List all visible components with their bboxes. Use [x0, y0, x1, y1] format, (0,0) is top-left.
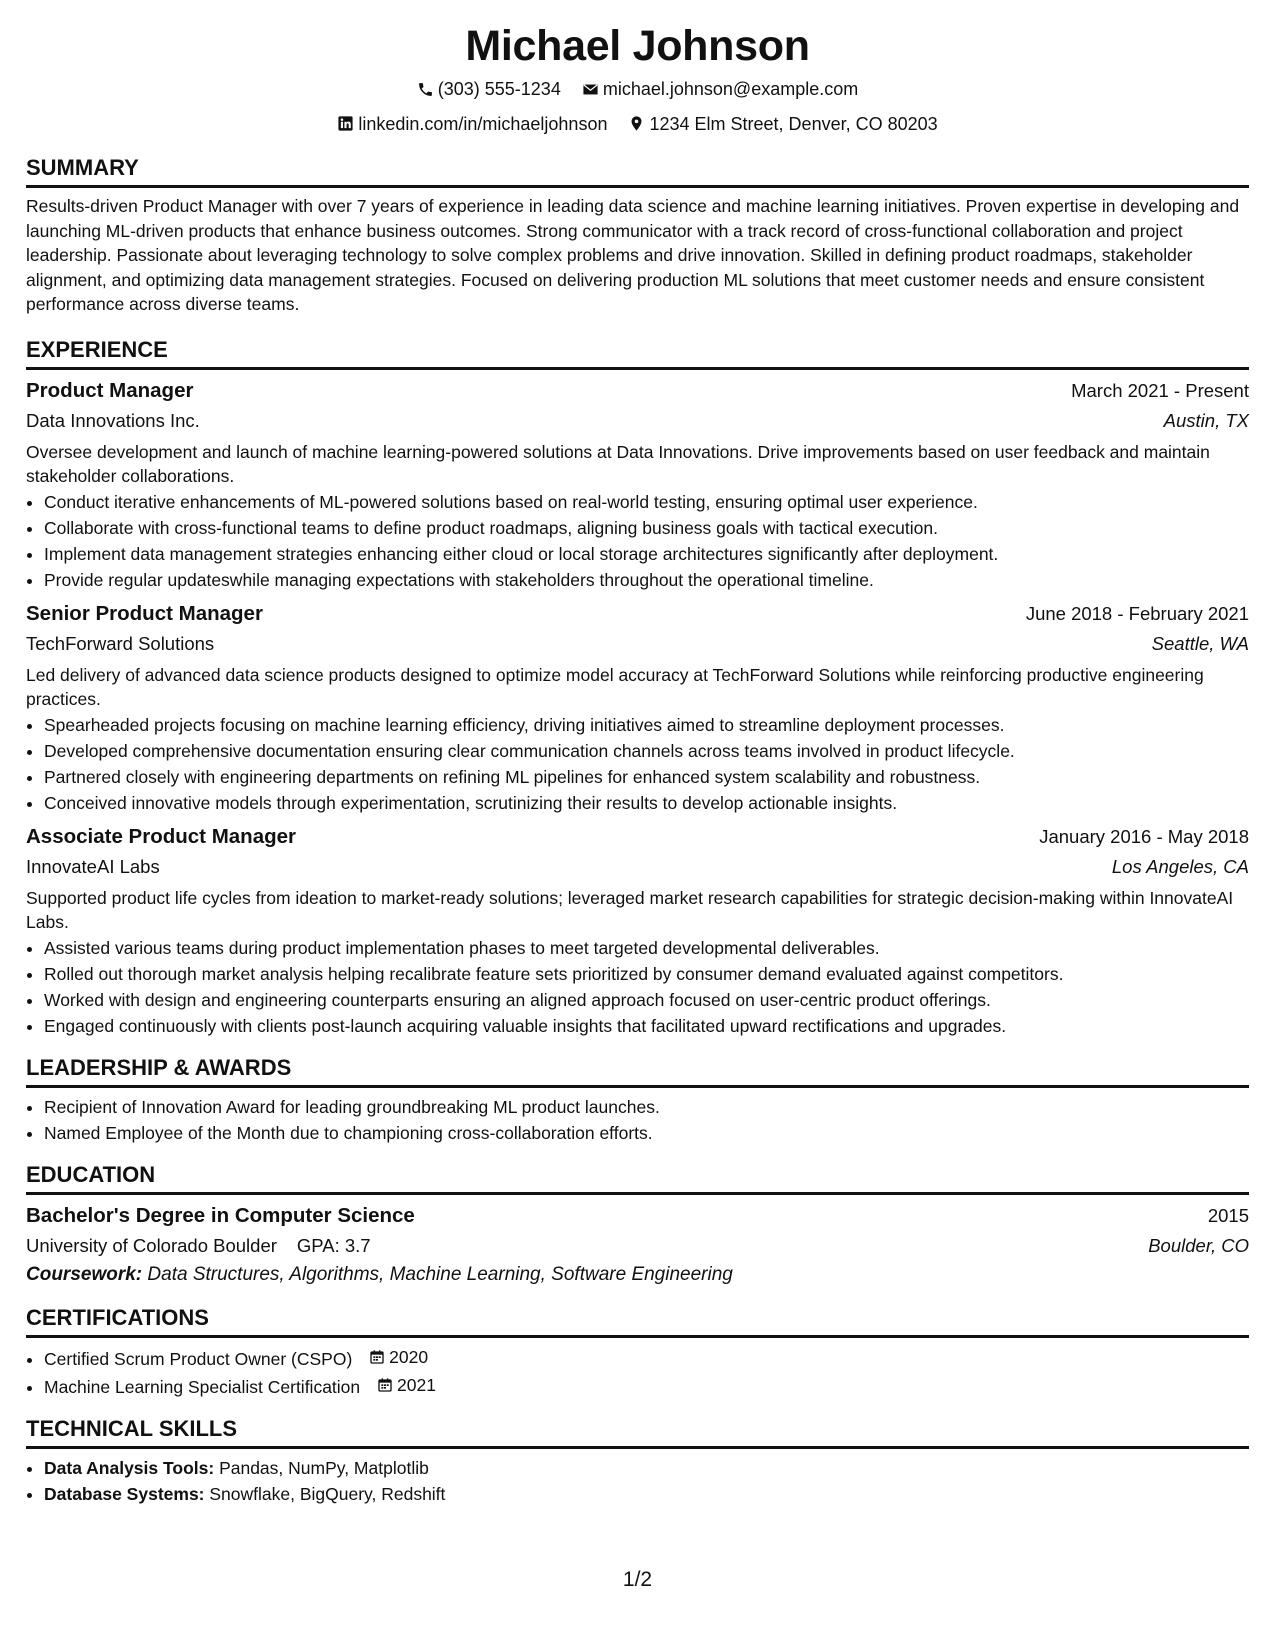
phone-text: (303) 555-1234	[437, 79, 561, 99]
coursework-label: Coursework:	[26, 1263, 143, 1285]
certifications-list	[26, 1344, 1249, 1400]
certification-name: Machine Learning Specialist Certification	[44, 1376, 361, 1397]
job-entry	[26, 824, 1249, 1039]
job-company: InnovateAI Labs	[26, 855, 160, 877]
contact-linkedin[interactable]	[337, 113, 607, 135]
list-item: • Rolled out thorough market analysis helping recalibrate feature sets prioritized by consumer demand evaluated against competitors.	[44, 961, 1249, 987]
list-item: • Spearheaded projects focusing on machine learning efficiency, driving initiatives aimed to streamline deployment processes.	[44, 712, 1249, 738]
calendar-icon	[369, 1349, 385, 1365]
certification-name: Certified Scrum Product Owner (CSPO)	[44, 1348, 353, 1369]
job-dates: June 2018 - February 2021	[1025, 602, 1249, 624]
list-item: • Recipient of Innovation Award for leading groundbreaking ML product launches.	[44, 1094, 1249, 1120]
degree: Bachelor's Degree in Computer Science	[26, 1203, 415, 1227]
contact-address	[628, 113, 937, 135]
job-dates: March 2021 - Present	[1071, 379, 1249, 401]
list-item: • Partnered closely with engineering departments on refining ML pipelines for enhanced system scalability and robustness.	[44, 764, 1249, 790]
education-entry	[26, 1203, 1249, 1289]
section-title-skills: TECHNICAL SKILLS	[26, 1416, 1249, 1449]
job-company: Data Innovations Inc.	[26, 409, 200, 431]
linkedin-icon	[337, 115, 354, 132]
job-location: Austin, TX	[1163, 409, 1249, 431]
contact-email[interactable]	[582, 78, 858, 100]
job-entry	[26, 378, 1249, 593]
job-description: Oversee development and launch of machine learning-powered solutions at Data Innovations. Drive improvements based on user feedback and maintain stakeholder collaborations.	[26, 441, 1210, 486]
leadership-list	[26, 1094, 1249, 1146]
address-text: 1234 Elm Street, Denver, CO 80203	[649, 113, 938, 134]
list-item	[44, 1344, 1249, 1372]
list-item: • Conduct iterative enhancements of ML-powered solutions based on real-world testing, ensuring optimal user experience.	[44, 489, 1249, 515]
job-description: Supported product life cycles from ideation to market-ready solutions; leveraged market research capabilities for strategic decision-making within InnovateAI Labs.	[26, 887, 1234, 932]
summary-text: Results-driven Product Manager with over 7 years of experience in leading data science and machine learning initiatives. Proven expertise in developing and launching ML-driven products that enhance business outcomes. Strong communicator with a track record of cross-functional collaboration and project leadership. Passionate about leveraging technology to solve complex problems and drive innovation. Skilled in defining product roadmaps, stakeholder alignment, and optimizing data management strategies. Focused on delivering production ML solutions that meet customer needs and ensure consistent performance across diverse teams.	[26, 196, 1240, 314]
linkedin-text[interactable]: linkedin.com/in/michaeljohnson	[358, 113, 608, 134]
section-title-leadership: LEADERSHIP & AWARDS	[26, 1055, 1249, 1088]
contact-phone	[417, 78, 561, 100]
job-location: Seattle, WA	[1151, 632, 1249, 654]
contact-line-2	[26, 113, 1249, 138]
section-title-education: EDUCATION	[26, 1162, 1249, 1195]
job-company: TechForward Solutions	[26, 632, 215, 654]
section-title-experience: EXPERIENCE	[26, 337, 1249, 370]
graduation-year: 2015	[1207, 1204, 1249, 1226]
envelope-icon	[582, 81, 599, 98]
list-item: • Implement data management strategies enhancing either cloud or local storage architectures significantly after deployment.	[44, 541, 1249, 567]
list-item	[44, 1372, 1249, 1400]
skill-value: Pandas, NumPy, Matplotlib	[219, 1457, 429, 1478]
gpa: GPA: 3.7	[296, 1234, 371, 1256]
section-title-certifications: CERTIFICATIONS	[26, 1305, 1249, 1338]
candidate-name: Michael Johnson	[465, 22, 810, 70]
phone-icon	[417, 81, 434, 98]
job-bullets	[26, 489, 1249, 593]
skill-label: Database Systems:	[44, 1483, 205, 1504]
job-description: Led delivery of advanced data science products designed to optimize model accuracy at TechForward Solutions while reinforcing productive engineering practices.	[26, 664, 1204, 709]
page-number: 1/2	[622, 1568, 653, 1591]
job-dates: January 2016 - May 2018	[1039, 825, 1249, 847]
job-title: Product Manager	[26, 378, 194, 402]
list-item: • Worked with design and engineering counterparts ensuring an aligned approach focused on user-centric product offerings.	[44, 987, 1249, 1013]
coursework-list: Data Structures, Algorithms, Machine Learning, Software Engineering	[147, 1263, 733, 1285]
job-entry	[26, 601, 1249, 816]
job-location: Los Angeles, CA	[1111, 855, 1249, 877]
list-item	[44, 1481, 1249, 1507]
resume-page	[26, 20, 1249, 1507]
calendar-icon	[377, 1377, 393, 1393]
certification-year: 2020	[389, 1346, 429, 1367]
list-item: • Named Employee of the Month due to championing cross-collaboration efforts.	[44, 1120, 1249, 1146]
coursework	[26, 1261, 1249, 1289]
job-title: Associate Product Manager	[26, 824, 296, 848]
section-title-summary: SUMMARY	[26, 155, 1249, 188]
school-name: University of Colorado Boulder	[26, 1234, 277, 1256]
list-item: • Collaborate with cross-functional teams to define product roadmaps, aligning business goals with tactical execution.	[44, 515, 1249, 541]
email-text[interactable]: michael.johnson@example.com	[602, 79, 859, 99]
job-bullets	[26, 935, 1249, 1039]
job-title: Senior Product Manager	[26, 601, 263, 625]
list-item	[44, 1455, 1249, 1481]
list-item: • Provide regular updateswhile managing expectations with stakeholders throughout the operational timeline.	[44, 567, 1249, 593]
skill-value: Snowflake, BigQuery, Redshift	[209, 1483, 446, 1504]
job-bullets	[26, 712, 1249, 816]
map-marker-icon	[628, 115, 645, 132]
school-location: Boulder, CO	[1148, 1234, 1249, 1256]
list-item: • Engaged continuously with clients post-launch acquiring valuable insights that facilitated upward rectifications and upgrades.	[44, 1013, 1249, 1039]
list-item: • Developed comprehensive documentation ensuring clear communication channels across teams involved in product lifecycle.	[44, 738, 1249, 764]
skill-label: Data Analysis Tools:	[44, 1457, 215, 1478]
skills-list	[26, 1455, 1249, 1507]
list-item: • Assisted various teams during product implementation phases to meet targeted developmental deliverables.	[44, 935, 1249, 961]
certification-year: 2021	[397, 1374, 436, 1395]
contact-line-1	[26, 78, 1249, 103]
list-item: • Conceived innovative models through experimentation, scrutinizing their results to develop actionable insights.	[44, 790, 1249, 816]
